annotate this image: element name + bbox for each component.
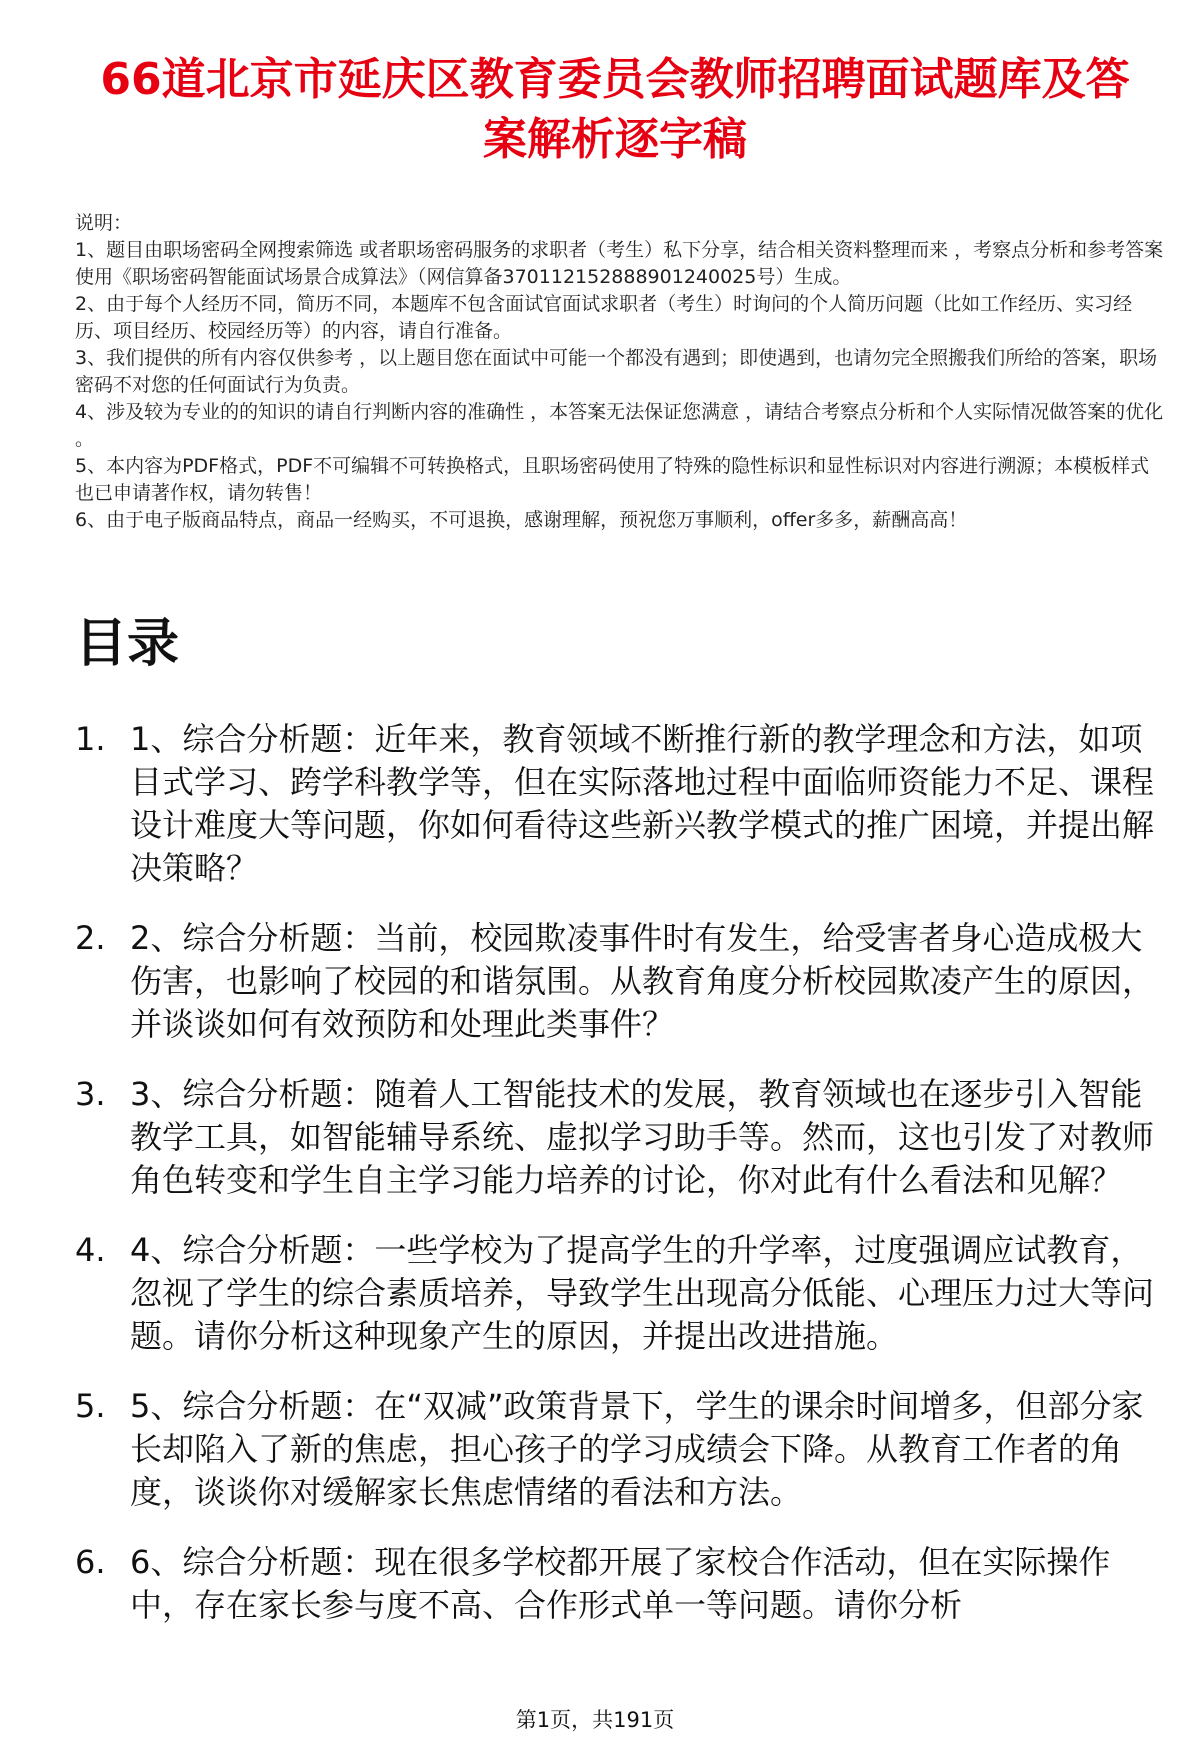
toc-item-number: 3. <box>75 1075 106 1113</box>
notes-section <box>75 210 1165 534</box>
toc-item[interactable] <box>75 917 1170 1046</box>
toc-item-number: 4. <box>75 1231 106 1269</box>
toc-item-text: 6、综合分析题：现在很多学校都开展了家校合作活动，但在实际操作中，存在家长参与度不高、合作形式单一等问题。请你分析 <box>130 1543 1111 1624</box>
note-item: 2、由于每个人经历不同，简历不同，本题库不包含面试官面试求职者（考生）时询问的个人简历问题（比如工作经历、实习经历、项目经历、校园经历等）的内容，请自行准备。 <box>75 293 1133 342</box>
toc-heading: 目录 <box>75 614 180 674</box>
document-title: 66道北京市延庆区教育委员会教师招聘面试题库及答案解析逐字稿 <box>100 54 1130 165</box>
note-item: 1、题目由职场密码全网搜索筛选 或者职场密码服务的求职者（考生）私下分享，结合相关资料整理而来 ，考察点分析和参考答案使用《职场密码智能面试场景合成算法》（网信算备370112152888901240025号）生成。 <box>75 239 1164 288</box>
toc-item[interactable] <box>75 1541 1170 1627</box>
toc-item-text: 4、综合分析题：一些学校为了提高学生的升学率，过度强调应试教育，忽视了学生的综合素质培养，导致学生出现高分低能、心理压力过大等问题。请你分析这种现象产生的原因，并提出改进措施。 <box>130 1231 1155 1355</box>
note-item: 4、涉及较为专业的的知识的请自行判断内容的准确性 ，本答案无法保证您满意 ，请结合考察点分析和个人实际情况做答案的优化 。 <box>75 401 1164 450</box>
notes-heading: 说明： <box>75 212 133 234</box>
toc-item-number: 1. <box>75 720 106 758</box>
toc-item[interactable] <box>75 718 1170 890</box>
toc-item-number: 6. <box>75 1543 106 1581</box>
toc-item-text: 3、综合分析题：随着人工智能技术的发展，教育领域也在逐步引入智能教学工具，如智能辅导系统、虚拟学习助手等。然而，这也引发了对教师角色转变和学生自主学习能力培养的讨论，你对此有什么看法和见解？ <box>130 1075 1155 1199</box>
note-item: 6、由于电子版商品特点，商品一经购买，不可退换，感谢理解，预祝您万事顺利，offer多多，薪酬高高！ <box>75 509 968 531</box>
toc-item-text: 1、综合分析题：近年来，教育领域不断推行新的教学理念和方法，如项目式学习、跨学科教学等，但在实际落地过程中面临师资能力不足、课程设计难度大等问题，你如何看待这些新兴教学模式的推广困境，并提出解决策略？ <box>130 720 1155 887</box>
toc-item-text: 5、综合分析题：在“双减”政策背景下，学生的课余时间增多，但部分家长却陷入了新的焦虑，担心孩子的学习成绩会下降。从教育工作者的角度，谈谈你对缓解家长焦虑情绪的看法和方法。 <box>130 1387 1144 1511</box>
toc-list <box>75 718 1170 1673</box>
toc-item[interactable] <box>75 1385 1170 1514</box>
page-footer: 第1页，共191页 <box>515 1708 675 1732</box>
note-item: 5、本内容为PDF格式，PDF不可编辑不可转换格式，且职场密码使用了特殊的隐性标识和显性标识对内容进行溯源；本模板样式也已申请著作权，请勿转售！ <box>75 455 1150 504</box>
toc-item-number: 2. <box>75 919 106 957</box>
toc-item-number: 5. <box>75 1387 106 1425</box>
toc-item[interactable] <box>75 1073 1170 1202</box>
toc-item-text: 2、综合分析题：当前，校园欺凌事件时有发生，给受害者身心造成极大伤害，也影响了校园的和谐氛围。从教育角度分析校园欺凌产生的原因，并谈谈如何有效预防和处理此类事件？ <box>130 919 1155 1043</box>
toc-item[interactable] <box>75 1229 1170 1358</box>
note-item: 3、我们提供的所有内容仅供参考 ，以上题目您在面试中可能一个都没有遇到；即使遇到，也请勿完全照搬我们所给的答案，职场密码不对您的任何面试行为负责。 <box>75 347 1158 396</box>
